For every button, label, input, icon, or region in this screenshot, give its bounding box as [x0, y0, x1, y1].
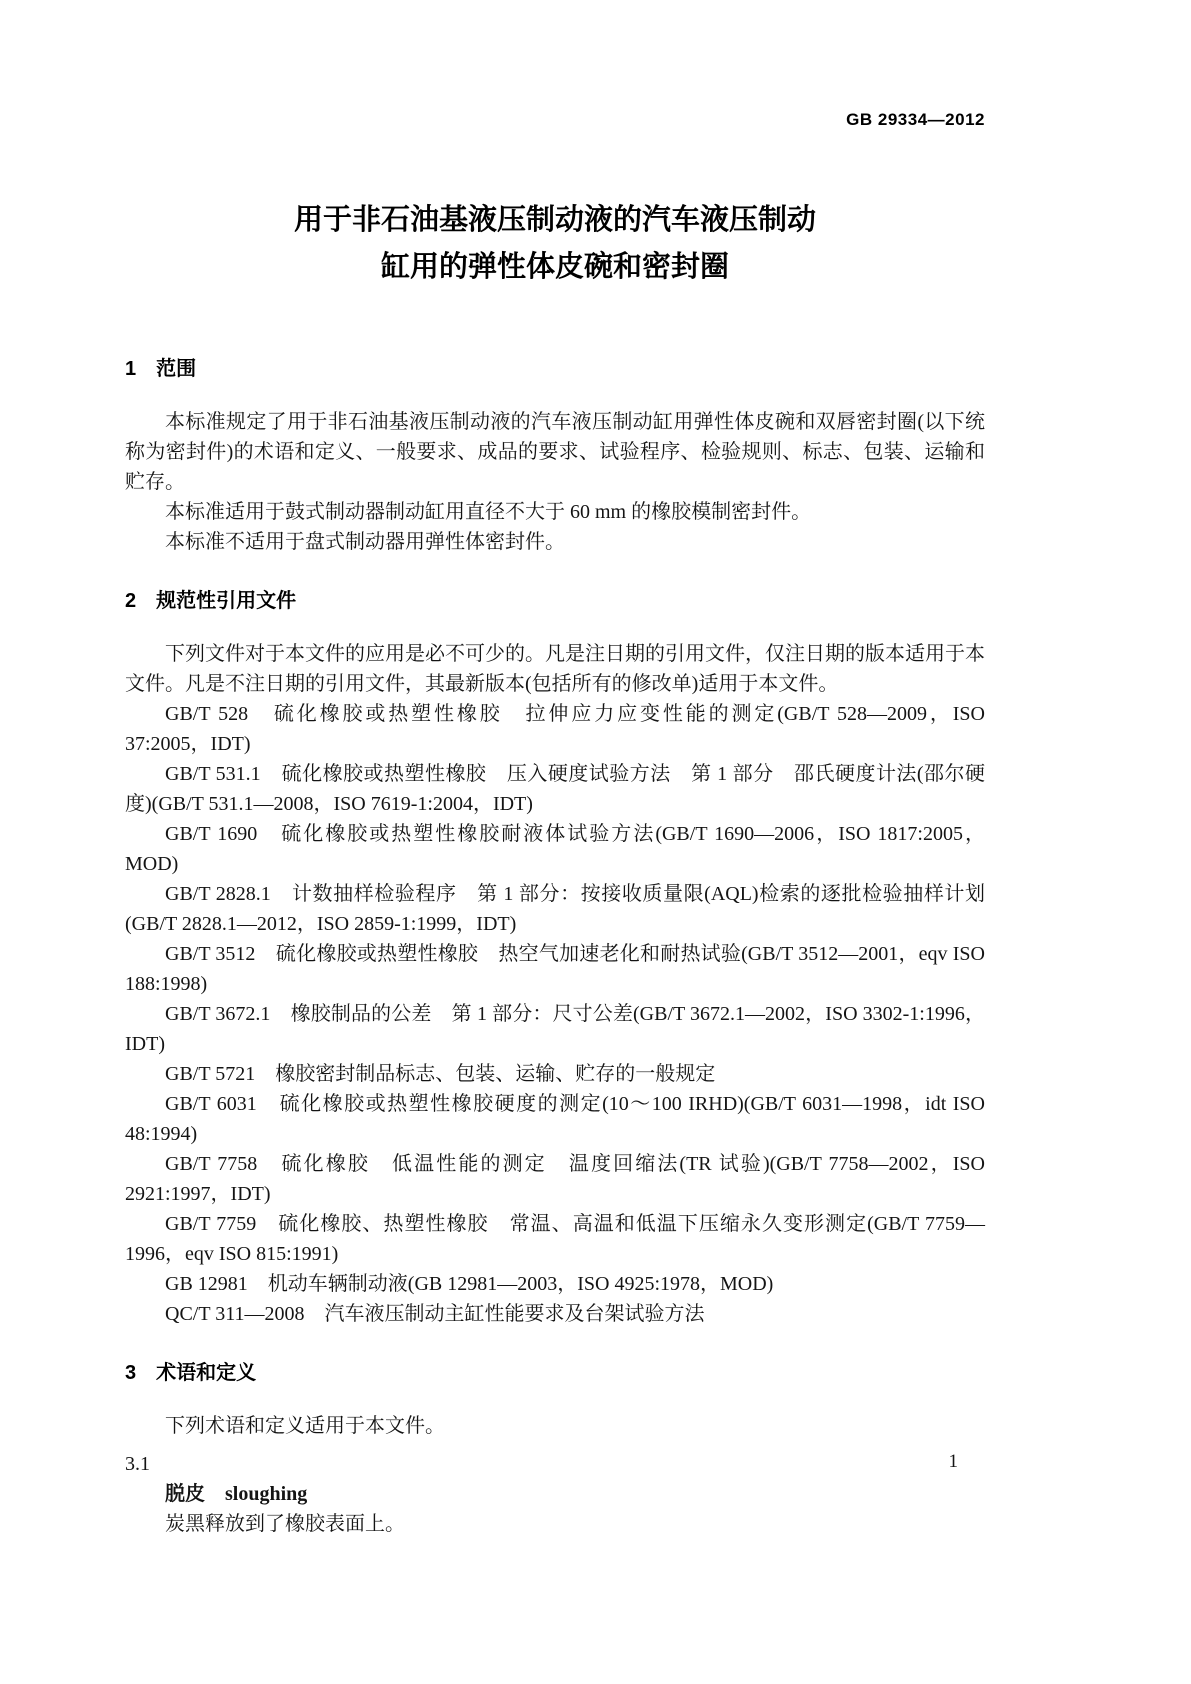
term-entry: 脱皮 sloughing [165, 1483, 308, 1505]
reference-item: GB/T 6031 硫化橡胶或热塑性橡胶硬度的测定(10～100 IRHD)(GB/T 6031—1998，idt ISO 48:1994) [125, 1093, 985, 1145]
scope-paragraph-2: 本标准适用于鼓式制动器制动缸用直径不大于 60 mm 的橡胶模制密封件。 [165, 501, 812, 523]
scope-paragraph-3: 本标准不适用于盘式制动器用弹性体密封件。 [165, 531, 565, 553]
standard-number: GB 29334—2012 [846, 110, 985, 129]
reference-item: GB/T 528 硫化橡胶或热塑性橡胶 拉伸应力应变性能的测定(GB/T 528—2009，ISO 37:2005，IDT) [125, 703, 985, 755]
clause-number-3-1: 3.1 [125, 1453, 150, 1475]
reference-item: QC/T 311—2008 汽车液压制动主缸性能要求及台架试验方法 [165, 1303, 705, 1325]
section-3-heading: 3 术语和定义 [125, 1362, 257, 1384]
reference-item: GB/T 7758 硫化橡胶 低温性能的测定 温度回缩法(TR 试验)(GB/T 7758—2002，ISO 2921:1997，IDT) [125, 1153, 985, 1205]
scope-paragraph-1: 本标准规定了用于非石油基液压制动液的汽车液压制动缸用弹性体皮碗和双唇密封圈(以下统称为密封件)的术语和定义、一般要求、成品的要求、试验程序、检验规则、标志、包装、运输和贮存。 [125, 411, 985, 493]
reference-item: GB/T 1690 硫化橡胶或热塑性橡胶耐液体试验方法(GB/T 1690—2006，ISO 1817:2005，MOD) [125, 823, 985, 875]
reference-item: GB/T 531.1 硫化橡胶或热塑性橡胶 压入硬度试验方法 第 1 部分 邵氏硬度计法(邵尔硬度)(GB/T 531.1—2008，ISO 7619-1:2004，IDT) [125, 763, 985, 815]
reference-item: GB/T 3512 硫化橡胶或热塑性橡胶 热空气加速老化和耐热试验(GB/T 3512—2001，eqv ISO 188:1998) [125, 943, 985, 995]
section-1-heading: 1 范围 [125, 358, 197, 380]
section-scope [125, 355, 985, 557]
page-number: 1 [948, 1451, 958, 1472]
reference-item: GB/T 2828.1 计数抽样检验程序 第 1 部分：按接收质量限(AQL)检索的逐批检验抽样计划(GB/T 2828.1—2012，ISO 2859-1:1999，IDT) [125, 883, 985, 935]
title-line-1: 用于非石油基液压制动液的汽车液压制动 [293, 204, 816, 236]
references-intro: 下列文件对于本文件的应用是必不可少的。凡是注日期的引用文件，仅注日期的版本适用于本文件。凡是不注日期的引用文件，其最新版本(包括所有的修改单)适用于本文件。 [125, 643, 985, 695]
reference-item: GB/T 7759 硫化橡胶、热塑性橡胶 常温、高温和低温下压缩永久变形测定(GB/T 7759—1996，eqv ISO 815:1991) [125, 1213, 985, 1265]
section-2-heading: 2 规范性引用文件 [125, 590, 297, 612]
document-footer [949, 1448, 959, 1476]
document-header [125, 108, 985, 133]
terms-intro: 下列术语和定义适用于本文件。 [165, 1415, 445, 1437]
reference-item: GB/T 5721 橡胶密封制品标志、包装、运输、贮存的一般规定 [165, 1063, 716, 1085]
title-line-2: 缸用的弹性体皮碗和密封圈 [380, 251, 729, 283]
section-terms-definitions [125, 1359, 985, 1539]
section-normative-references [125, 587, 985, 1329]
document-title [125, 197, 985, 291]
term-definition: 炭黑释放到了橡胶表面上。 [165, 1513, 405, 1535]
reference-item: GB/T 3672.1 橡胶制品的公差 第 1 部分：尺寸公差(GB/T 3672.1—2002，ISO 3302-1:1996，IDT) [125, 1003, 985, 1055]
reference-item: GB 12981 机动车辆制动液(GB 12981—2003，ISO 4925:1978，MOD) [165, 1273, 774, 1295]
